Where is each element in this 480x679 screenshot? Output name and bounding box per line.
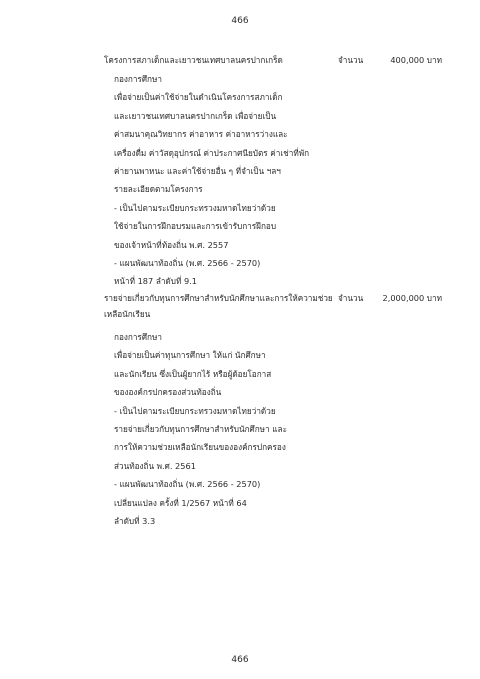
detail-line: ของเจ้าหน้าที่ท้องถิ่น พ.ศ. 2557 bbox=[114, 239, 229, 250]
detail-line: กองการศึกษา bbox=[114, 74, 162, 84]
page-number-top: 466 bbox=[231, 16, 249, 26]
detail-line: และนักเรียน ซึ่งเป็นผู้ยากไร้ หรือผู้ด้อยโอกาส bbox=[114, 368, 272, 379]
detail-line: เพื่อจ่ายเป็นค่าใช้จ่ายในดำเนินโครงการสภาเด็ก bbox=[114, 92, 283, 103]
item-title-line: เหลือนักเรียน bbox=[104, 309, 151, 319]
detail-line: - แผนพัฒนาท้องถิ่น (พ.ศ. 2566 - 2570) bbox=[114, 479, 261, 490]
page-number-bottom: 466 bbox=[231, 655, 249, 665]
detail-line: ใช้จ่ายในการฝึกอบรมและการเข้ารับการฝึกอบ bbox=[114, 221, 277, 232]
detail-line: - เป็นไปตามระเบียบกระทรวงมหาดไทยว่าด้วย bbox=[114, 202, 276, 213]
detail-line: ขององค์กรปกครองส่วนท้องถิ่น bbox=[114, 387, 222, 398]
item-title bbox=[104, 290, 334, 322]
detail-line: ค่าสมนาคุณวิทยากร ค่าอาหาร ค่าอาหารว่างและ bbox=[114, 129, 288, 140]
detail-line: ค่ายานพาหนะ และค่าใช้จ่ายอื่น ๆ ที่จำเป็น ฯลฯ bbox=[114, 166, 281, 177]
detail-line: การให้ความช่วยเหลือนักเรียนขององค์กรปกครอง bbox=[114, 442, 286, 453]
detail-line: เพื่อจ่ายเป็นค่าทุนการศึกษา ให้แก่ นักศึกษา bbox=[114, 350, 266, 361]
detail-line: ส่วนท้องถิ่น พ.ศ. 2561 bbox=[114, 460, 196, 471]
detail-line: รายละเอียดตามโครงการ bbox=[114, 184, 203, 195]
item-title: โครงการสภาเด็กและเยาวชนเทศบาลนครปากเกร็ด bbox=[104, 55, 283, 65]
detail-line: รายจ่ายเกี่ยวกับทุนการศึกษาสำหรับนักศึกษา และ bbox=[114, 424, 287, 435]
detail-line: - แผนพัฒนาท้องถิ่น (พ.ศ. 2566 - 2570) bbox=[114, 258, 261, 269]
detail-line: เครื่องดื่ม ค่าวัสดุอุปกรณ์ ค่าประกาศนียบัตร ค่าเช่าที่พัก bbox=[114, 147, 310, 158]
item-amount: 400,000 บาท bbox=[390, 55, 442, 65]
item-amount: 2,000,000 บาท bbox=[382, 293, 442, 303]
item-quantity-label: จำนวน bbox=[338, 293, 364, 303]
item-quantity-label: จำนวน bbox=[338, 55, 364, 65]
item-details bbox=[114, 70, 334, 291]
item-details bbox=[114, 328, 334, 530]
detail-line: - เป็นไปตามระเบียบกระทรวงมหาดไทยว่าด้วย bbox=[114, 405, 276, 416]
detail-line: หน้าที่ 187 ลำดับที่ 9.1 bbox=[114, 276, 197, 287]
detail-line: ลำดับที่ 3.3 bbox=[114, 516, 156, 527]
detail-line: เปลี่ยนแปลง ครั้งที่ 1/2567 หน้าที่ 64 bbox=[114, 497, 247, 508]
detail-line: และเยาวชนเทศบาลนครปากเกร็ด เพื่อจ่ายเป็น bbox=[114, 110, 277, 121]
item-title-line: รายจ่ายเกี่ยวกับทุนการศึกษาสำหรับนักศึกษาและการให้ความช่วย bbox=[104, 293, 333, 303]
detail-line: กองการศึกษา bbox=[114, 332, 162, 342]
